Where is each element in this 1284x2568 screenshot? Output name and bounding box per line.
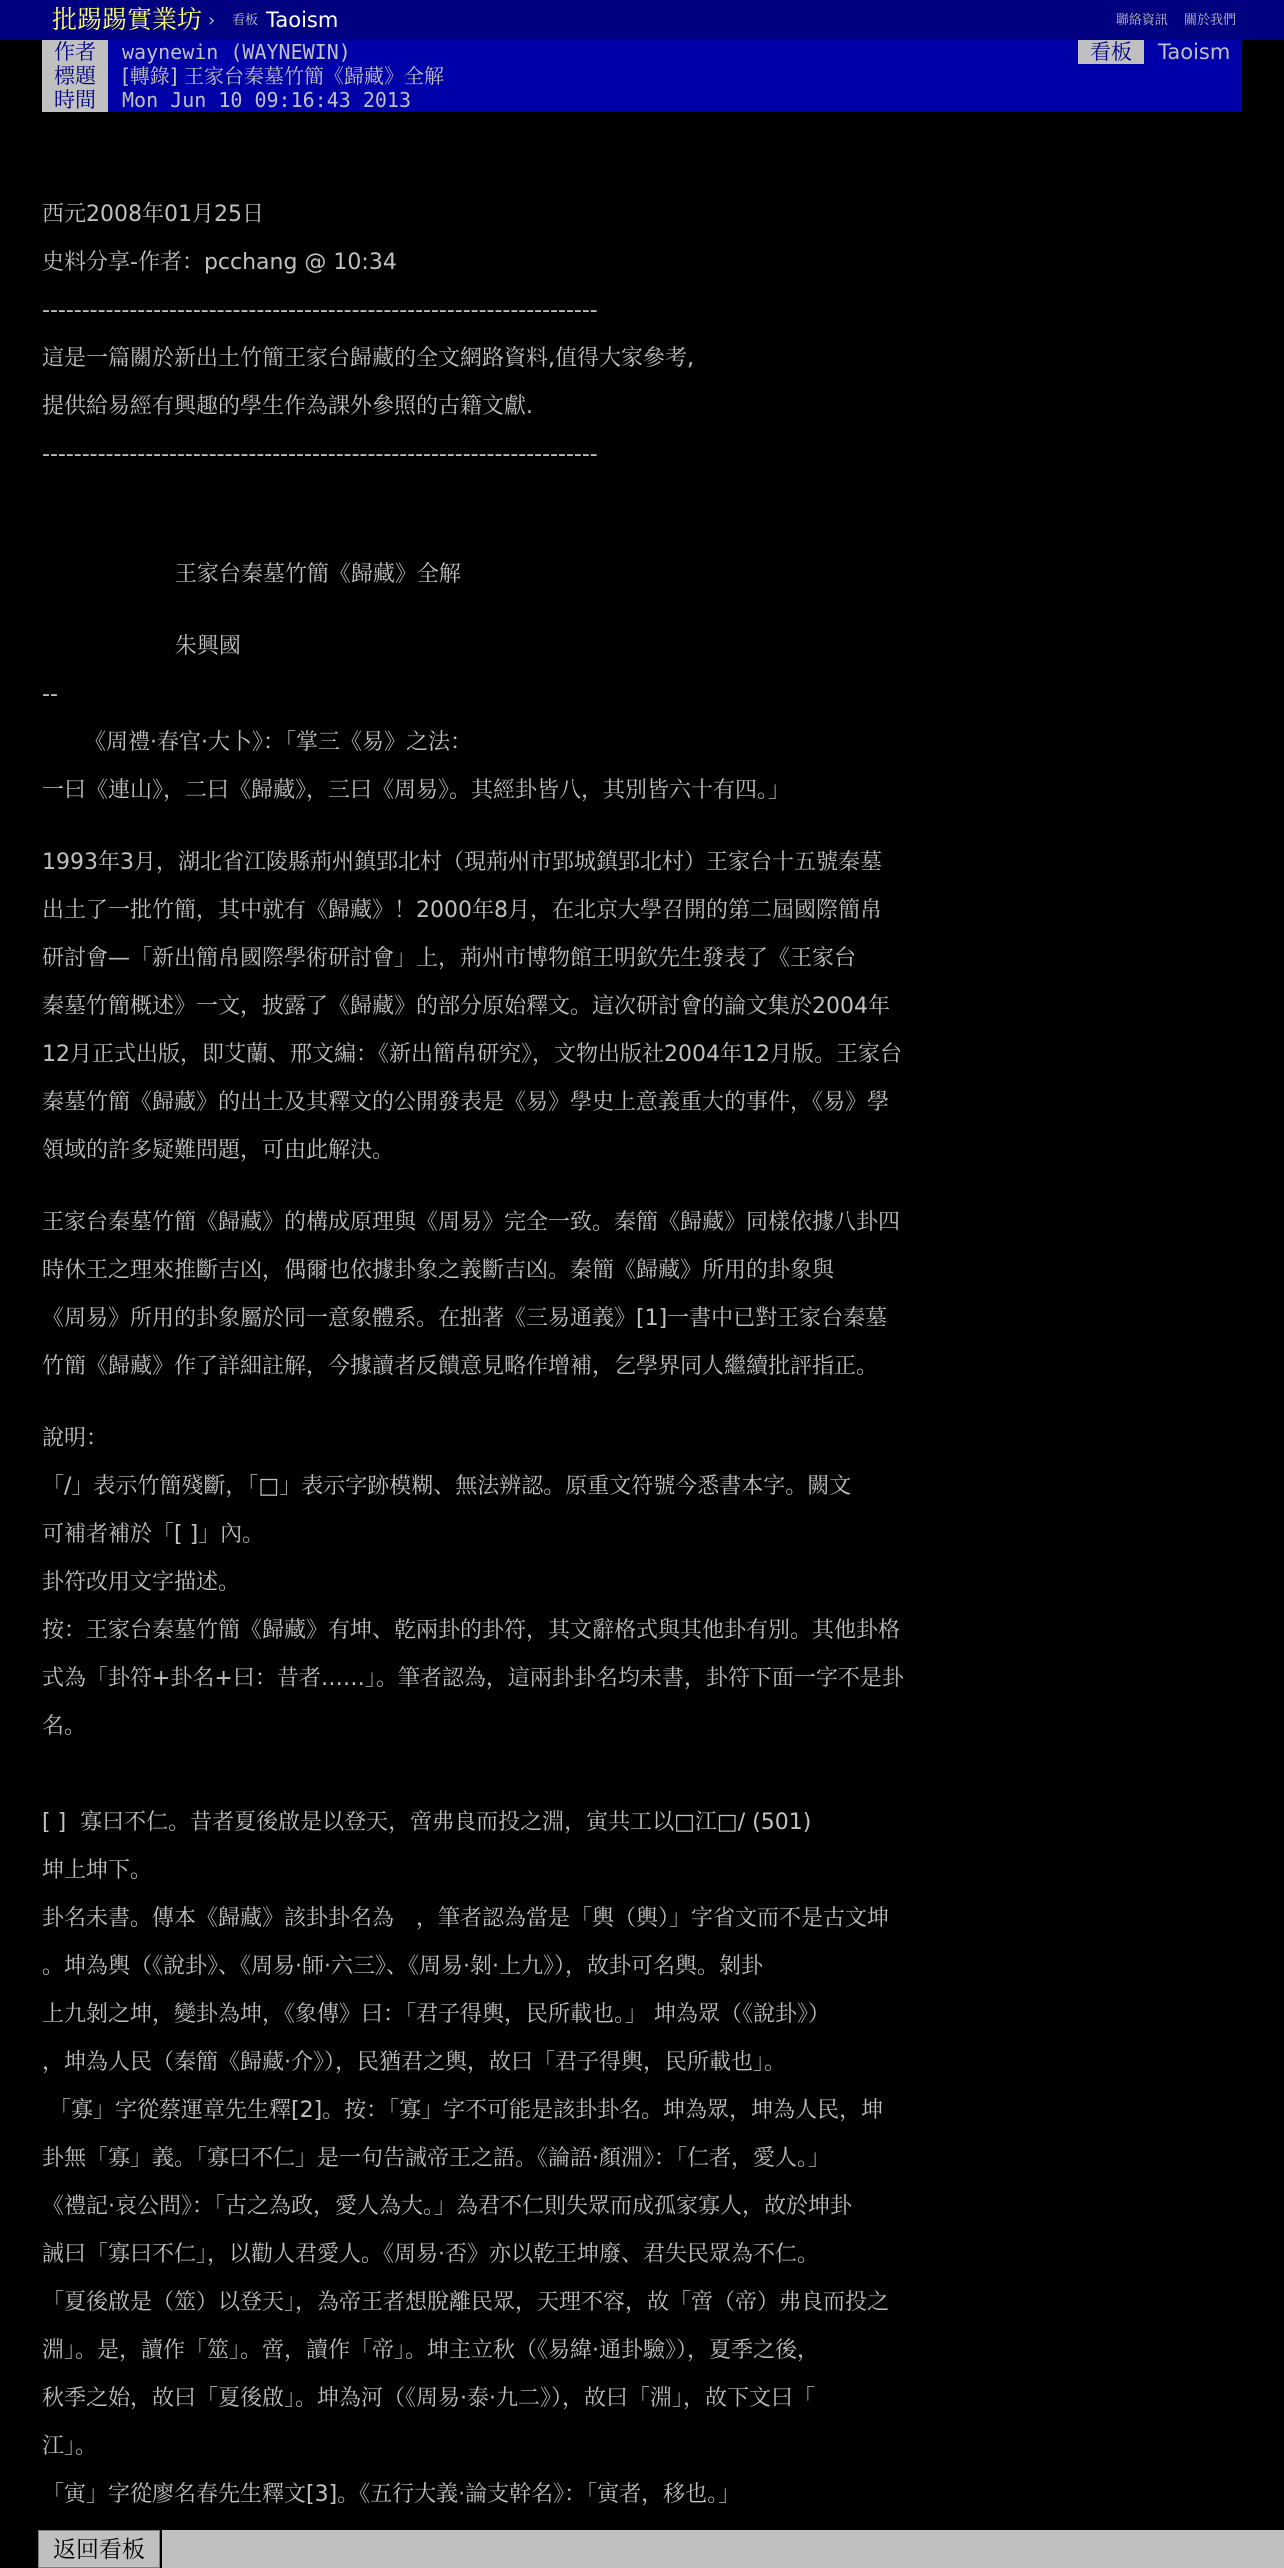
body-line: 《禮記·哀公問》：「古之為政，愛人為大。」為君不仁則失眾而成孤家寡人，故於坤卦: [42, 2194, 852, 2219]
body-line: [ ] 寡曰不仁。昔者夏後啟是以登天，啻弗良而投之淵，寅共工以□江□/ (501): [42, 1810, 812, 1835]
body-line: 出土了一批竹簡，其中就有《歸藏》！2000年8月，在北京大學召開的第二屆國際簡帛: [42, 898, 882, 923]
body-line: 西元2008年01月25日: [42, 202, 264, 227]
body-line: 秦墓竹簡《歸藏》的出土及其釋文的公開發表是《易》學史上意義重大的事件，《易》學: [42, 1090, 890, 1115]
body-line: 江」。: [42, 2434, 98, 2459]
body-line: 王家台秦墓竹簡《歸藏》的構成原理與《周易》完全一致。秦簡《歸藏》同樣依據八卦四: [42, 1210, 901, 1235]
body-line: 史料分享-作者：pcchang @ 10:34: [42, 250, 397, 275]
body-line: ，坤為人民（秦簡《歸藏·介》），民猶君之輿，故曰「君子得輿，民所載也」。: [42, 2050, 786, 2075]
body-line: 12月正式出版，即艾蘭、邢文編：《新出簡帛研究》，文物出版社2004年12月版。王家台: [42, 1042, 902, 1067]
time-tag: 時間: [42, 88, 108, 112]
board-tag: 看板: [1078, 40, 1144, 64]
author-value: waynewin (WAYNEWIN): [122, 40, 351, 64]
meta-row-time: [42, 88, 1242, 112]
bottom-strip: [162, 2530, 1284, 2568]
top-bar: [0, 0, 1284, 40]
body-line: 秋季之始，故曰「夏後啟」。坤為河（《周易·泰·九二》），故曰「淵」，故下文曰「: [42, 2386, 815, 2411]
time-value: Mon Jun 10 09:16:43 2013: [122, 88, 411, 112]
body-line: 研討會—「新出簡帛國際學術研討會」上，荊州市博物館王明欽先生發表了《王家台: [42, 946, 857, 971]
body-line: 朱興國: [42, 634, 241, 659]
title-value: [轉錄] 王家台秦墓竹簡《歸藏》全解: [122, 64, 444, 88]
body-line: 誡曰「寡曰不仁」，以勸人君愛人。《周易·否》亦以乾王坤廢、君失民眾為不仁。: [42, 2242, 819, 2267]
body-line: 卦無「寡」義。「寡曰不仁」是一句告誡帝王之語。《論語·顏淵》：「仁者，愛人。」: [42, 2146, 830, 2171]
breadcrumb-board-link[interactable]: Taoism: [266, 8, 339, 32]
body-line: 上九剝之坤，變卦為坤，《象傳》曰：「君子得輿，民所載也。」 坤為眾（《說卦》）: [42, 2002, 830, 2027]
body-line: 這是一篇關於新出土竹簡王家台歸藏的全文網路資料,值得大家參考,: [42, 346, 694, 371]
body-line: ----------------------------------------------------------------------: [42, 298, 598, 323]
body-line: 說明：: [42, 1426, 109, 1451]
body-line: 坤上坤下。: [42, 1858, 153, 1883]
meta-row-author: [42, 40, 1242, 64]
contact-info-link[interactable]: 聯絡資訊: [1115, 13, 1168, 28]
body-line: 秦墓竹簡概述》一文，披露了《歸藏》的部分原始釋文。這次研討會的論文集於2004年: [42, 994, 890, 1019]
body-line: 式為「卦符+卦名+曰：昔者……」。筆者認為，這兩卦卦名均未書，卦符下面一字不是卦: [42, 1666, 904, 1691]
body-line: 「/」表示竹簡殘斷，「□」表示字跡模糊、無法辨認。原重文符號今悉書本字。闕文: [42, 1474, 852, 1499]
board-value: Taoism: [1158, 40, 1231, 64]
body-line: 王家台秦墓竹簡《歸藏》全解: [42, 562, 461, 587]
body-line: 「寡」字從蔡運章先生釋[2]。按：「寡」字不可能是該卦卦名。坤為眾，坤為人民，坤: [42, 2098, 884, 2123]
body-line: 一曰《連山》，二曰《歸藏》，三曰《周易》。其經卦皆八，其別皆六十有四。」: [42, 778, 791, 803]
body-line: 提供給易經有興趣的學生作為課外參照的古籍文獻.: [42, 394, 533, 419]
body-line: 名。: [42, 1714, 87, 1739]
body-line: 「夏後啟是（筮）以登天」，為帝王者想脫離民眾，天理不容，故「啻（帝）弗良而投之: [42, 2290, 890, 2315]
article-meta: [42, 40, 1242, 112]
author-tag: 作者: [42, 40, 108, 64]
breadcrumb-separator: ›: [208, 10, 216, 31]
body-line: 領域的許多疑難問題，可由此解決。: [42, 1138, 395, 1163]
meta-row-title: [42, 64, 1242, 88]
body-line: 可補者補於「[ ]」內。: [42, 1522, 265, 1547]
body-line: ----------------------------------------------------------------------: [42, 442, 598, 467]
body-line: 卦符改用文字描述。: [42, 1570, 241, 1595]
body-line: 淵」。是，讀作「筮」。啻，讀作「帝」。坤主立秋（《易緯·通卦驗》），夏季之後，: [42, 2338, 819, 2363]
body-line: 「寅」字從廖名春先生釋文[3]。《五行大義·論支幹名》：「寅者，移也。」: [42, 2482, 741, 2507]
site-name-link[interactable]: 批踢踢實業坊: [52, 5, 203, 34]
body-line: 《周禮·春官·大卜》：「掌三《易》之法：: [42, 730, 472, 755]
body-line: 《周易》所用的卦象屬於同一意象體系。在拙著《三易通義》[1]一書中已對王家台秦墓: [42, 1306, 888, 1331]
body-line: 。坤為輿（《說卦》、《周易·師·六三》、《周易·剝·上九》），故卦可名輿。剝卦: [42, 1954, 763, 1979]
body-line: 卦名未書。傳本《歸藏》該卦卦名為 ，筆者認為當是「輿（輿）」字省文而不是古文坤: [42, 1906, 890, 1931]
body-line: 1993年3月，湖北省江陵縣荊州鎮郢北村（現荊州市郢城鎮郢北村）王家台十五號秦墓: [42, 850, 882, 875]
body-line: --: [42, 682, 58, 707]
top-links: [1104, 11, 1236, 31]
breadcrumb-board-label: 看板: [232, 13, 259, 28]
back-to-board-button[interactable]: 返回看板: [38, 2530, 160, 2568]
body-line: 時休王之理來推斷吉凶，偶爾也依據卦象之義斷吉凶。秦簡《歸藏》所用的卦象與: [42, 1258, 835, 1283]
about-us-link[interactable]: 關於我們: [1183, 13, 1236, 28]
body-line: 按：王家台秦墓竹簡《歸藏》有坤、乾兩卦的卦符，其文辭格式與其他卦有別。其他卦格: [42, 1618, 901, 1643]
body-line: 竹簡《歸藏》作了詳細註解，今據讀者反饋意見略作增補，乞學界同人繼續批評指正。: [42, 1354, 879, 1379]
title-tag: 標題: [42, 64, 108, 88]
